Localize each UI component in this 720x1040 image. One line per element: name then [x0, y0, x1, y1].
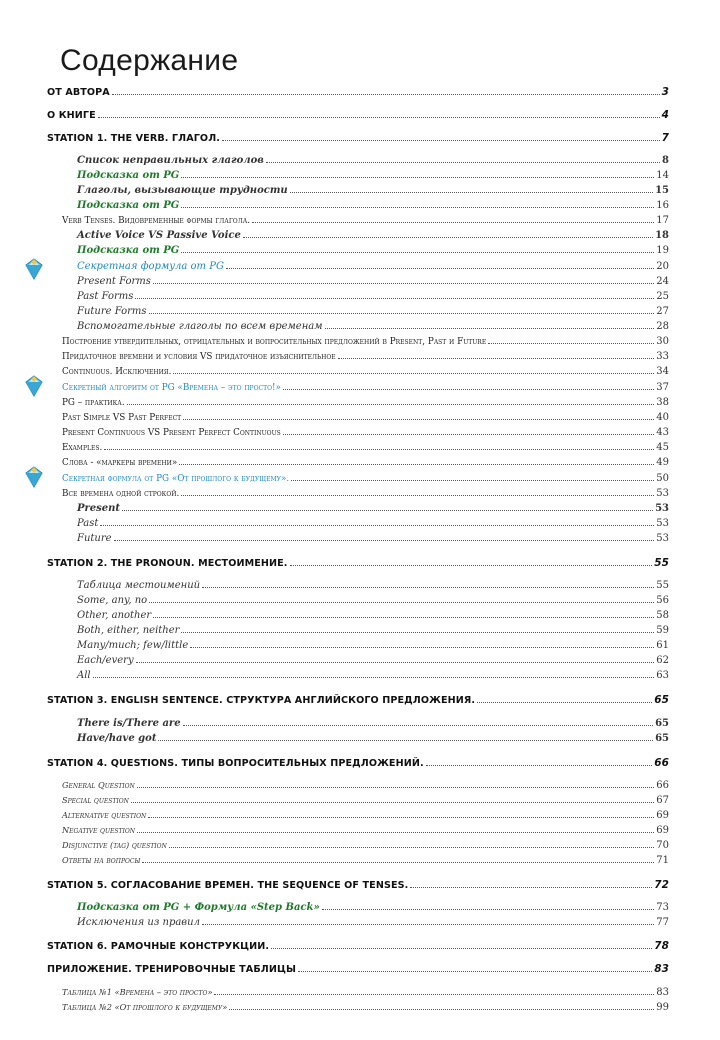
toc-entry[interactable]: Секретный алгоритм от PG «Времена – это просто!» 37 — [62, 382, 669, 393]
toc-entry[interactable]: STATION 6. РАМОЧНЫЕ КОНСТРУКЦИИ. 78 — [47, 940, 669, 952]
toc-entry[interactable]: Таблица №2 «От прошлого к будущему» 99 — [62, 1002, 669, 1013]
toc-entry[interactable]: PG – практика. 38 — [62, 397, 669, 408]
toc-entry[interactable]: Past Simple VS Past Perfect 40 — [62, 412, 669, 423]
toc-entry[interactable]: ОТ АВТОРА 3 — [47, 86, 669, 98]
toc-entry[interactable]: Секретная формула от PG 20 — [77, 261, 669, 272]
toc-entry[interactable]: Исключения из правил 77 — [77, 917, 669, 928]
toc-entry[interactable]: Список неправильных глаголов 8 — [77, 155, 669, 166]
toc-entry[interactable]: Alternative question 69 — [62, 810, 669, 821]
toc-entry[interactable]: Some, any, no 56 — [77, 595, 669, 606]
toc-entry[interactable]: Verb Tenses. Видовременные формы глагола. 17 — [62, 215, 669, 226]
toc-entry[interactable]: Подсказка от PG 14 — [77, 170, 669, 181]
toc-entry[interactable]: Negative question 69 — [62, 825, 669, 836]
toc-entry[interactable]: STATION 4. QUESTIONS. ТИПЫ ВОПРОСИТЕЛЬНЫХ ПРЕДЛОЖЕНИЙ. 66 — [47, 757, 669, 769]
toc-entry[interactable]: Continuous. Исключения. 34 — [62, 366, 669, 377]
toc-entry[interactable]: Подсказка от PG 19 — [77, 245, 669, 256]
toc-entry[interactable]: Ответы на вопросы 71 — [62, 855, 669, 866]
diamond-icon — [24, 258, 44, 280]
toc-entry[interactable]: Many/much; few/little 61 — [77, 640, 669, 651]
toc-entry[interactable]: Future 53 — [77, 533, 669, 544]
toc-entry[interactable]: All 63 — [77, 670, 669, 681]
toc-entry[interactable]: Придаточное времени и условия VS придаточное изъяснительное 33 — [62, 351, 669, 362]
toc-entry[interactable]: Подсказка от PG + Формула «Step Back» 73 — [77, 902, 669, 913]
toc-entry[interactable]: Построение утвердительных, отрицательных и вопросительных предложений в Present, Past и Future 30 — [62, 336, 669, 347]
toc-entry[interactable]: Each/every 62 — [77, 655, 669, 666]
toc-entry[interactable]: Секретная формула от PG «От прошлого к будущему». 50 — [62, 473, 669, 484]
diamond-icon — [24, 466, 44, 488]
toc-entry[interactable]: Все времена одной строкой. 53 — [62, 488, 669, 499]
toc-entry[interactable]: Other, another 58 — [77, 610, 669, 621]
toc-entry[interactable]: STATION 5. СОГЛАСОВАНИЕ ВРЕМЕН. THE SEQUENCE OF TENSES. 72 — [47, 879, 669, 891]
toc-entry[interactable]: Таблица №1 «Времена – это просто» 83 — [62, 987, 669, 998]
toc-entry[interactable]: STATION 1. THE VERB. ГЛАГОЛ. 7 — [47, 132, 669, 144]
toc-entry[interactable]: О КНИГЕ 4 — [47, 109, 669, 121]
toc-entry[interactable]: Глаголы, вызывающие трудности 15 — [77, 185, 669, 196]
toc-entry[interactable]: Present 53 — [77, 503, 669, 514]
toc-entry[interactable]: Вспомогательные глаголы по всем временам 28 — [77, 321, 669, 332]
toc-entry[interactable]: Подсказка от PG 16 — [77, 200, 669, 211]
toc-entry[interactable]: There is/There are 65 — [77, 718, 669, 729]
toc-entry[interactable]: ПРИЛОЖЕНИЕ. ТРЕНИРОВОЧНЫЕ ТАБЛИЦЫ 83 — [47, 963, 669, 975]
toc-entry[interactable]: Present Forms 24 — [77, 276, 669, 287]
toc-entry[interactable]: Таблица местоимений 55 — [77, 580, 669, 591]
toc-entry[interactable]: Special question 67 — [62, 795, 669, 806]
toc-entry[interactable]: Future Forms 27 — [77, 306, 669, 317]
toc-entry[interactable]: Disjunctive (tag) question 70 — [62, 840, 669, 851]
page-title: Содержание — [60, 44, 239, 77]
toc-entry[interactable]: Слова - «маркеры времени» 49 — [62, 457, 669, 468]
toc-entry[interactable]: Past Forms 25 — [77, 291, 669, 302]
toc-entry[interactable]: Active Voice VS Passive Voice 18 — [77, 230, 669, 241]
toc-entry[interactable]: General Question 66 — [62, 780, 669, 791]
toc-entry[interactable]: STATION 3. ENGLISH SENTENCE. СТРУКТУРА АНГЛИЙСКОГО ПРЕДЛОЖЕНИЯ. 65 — [47, 694, 669, 706]
toc-entry[interactable]: Present Continuous VS Present Perfect Continuous 43 — [62, 427, 669, 438]
toc-entry[interactable]: Past 53 — [77, 518, 669, 529]
toc-entry[interactable]: Both, either, neither 59 — [77, 625, 669, 636]
toc-entry[interactable]: Examples. 45 — [62, 442, 669, 453]
toc-entry[interactable]: Have/have got 65 — [77, 733, 669, 744]
toc-entry[interactable]: STATION 2. THE PRONOUN. МЕСТОИМЕНИЕ. 55 — [47, 557, 669, 569]
diamond-icon — [24, 375, 44, 397]
